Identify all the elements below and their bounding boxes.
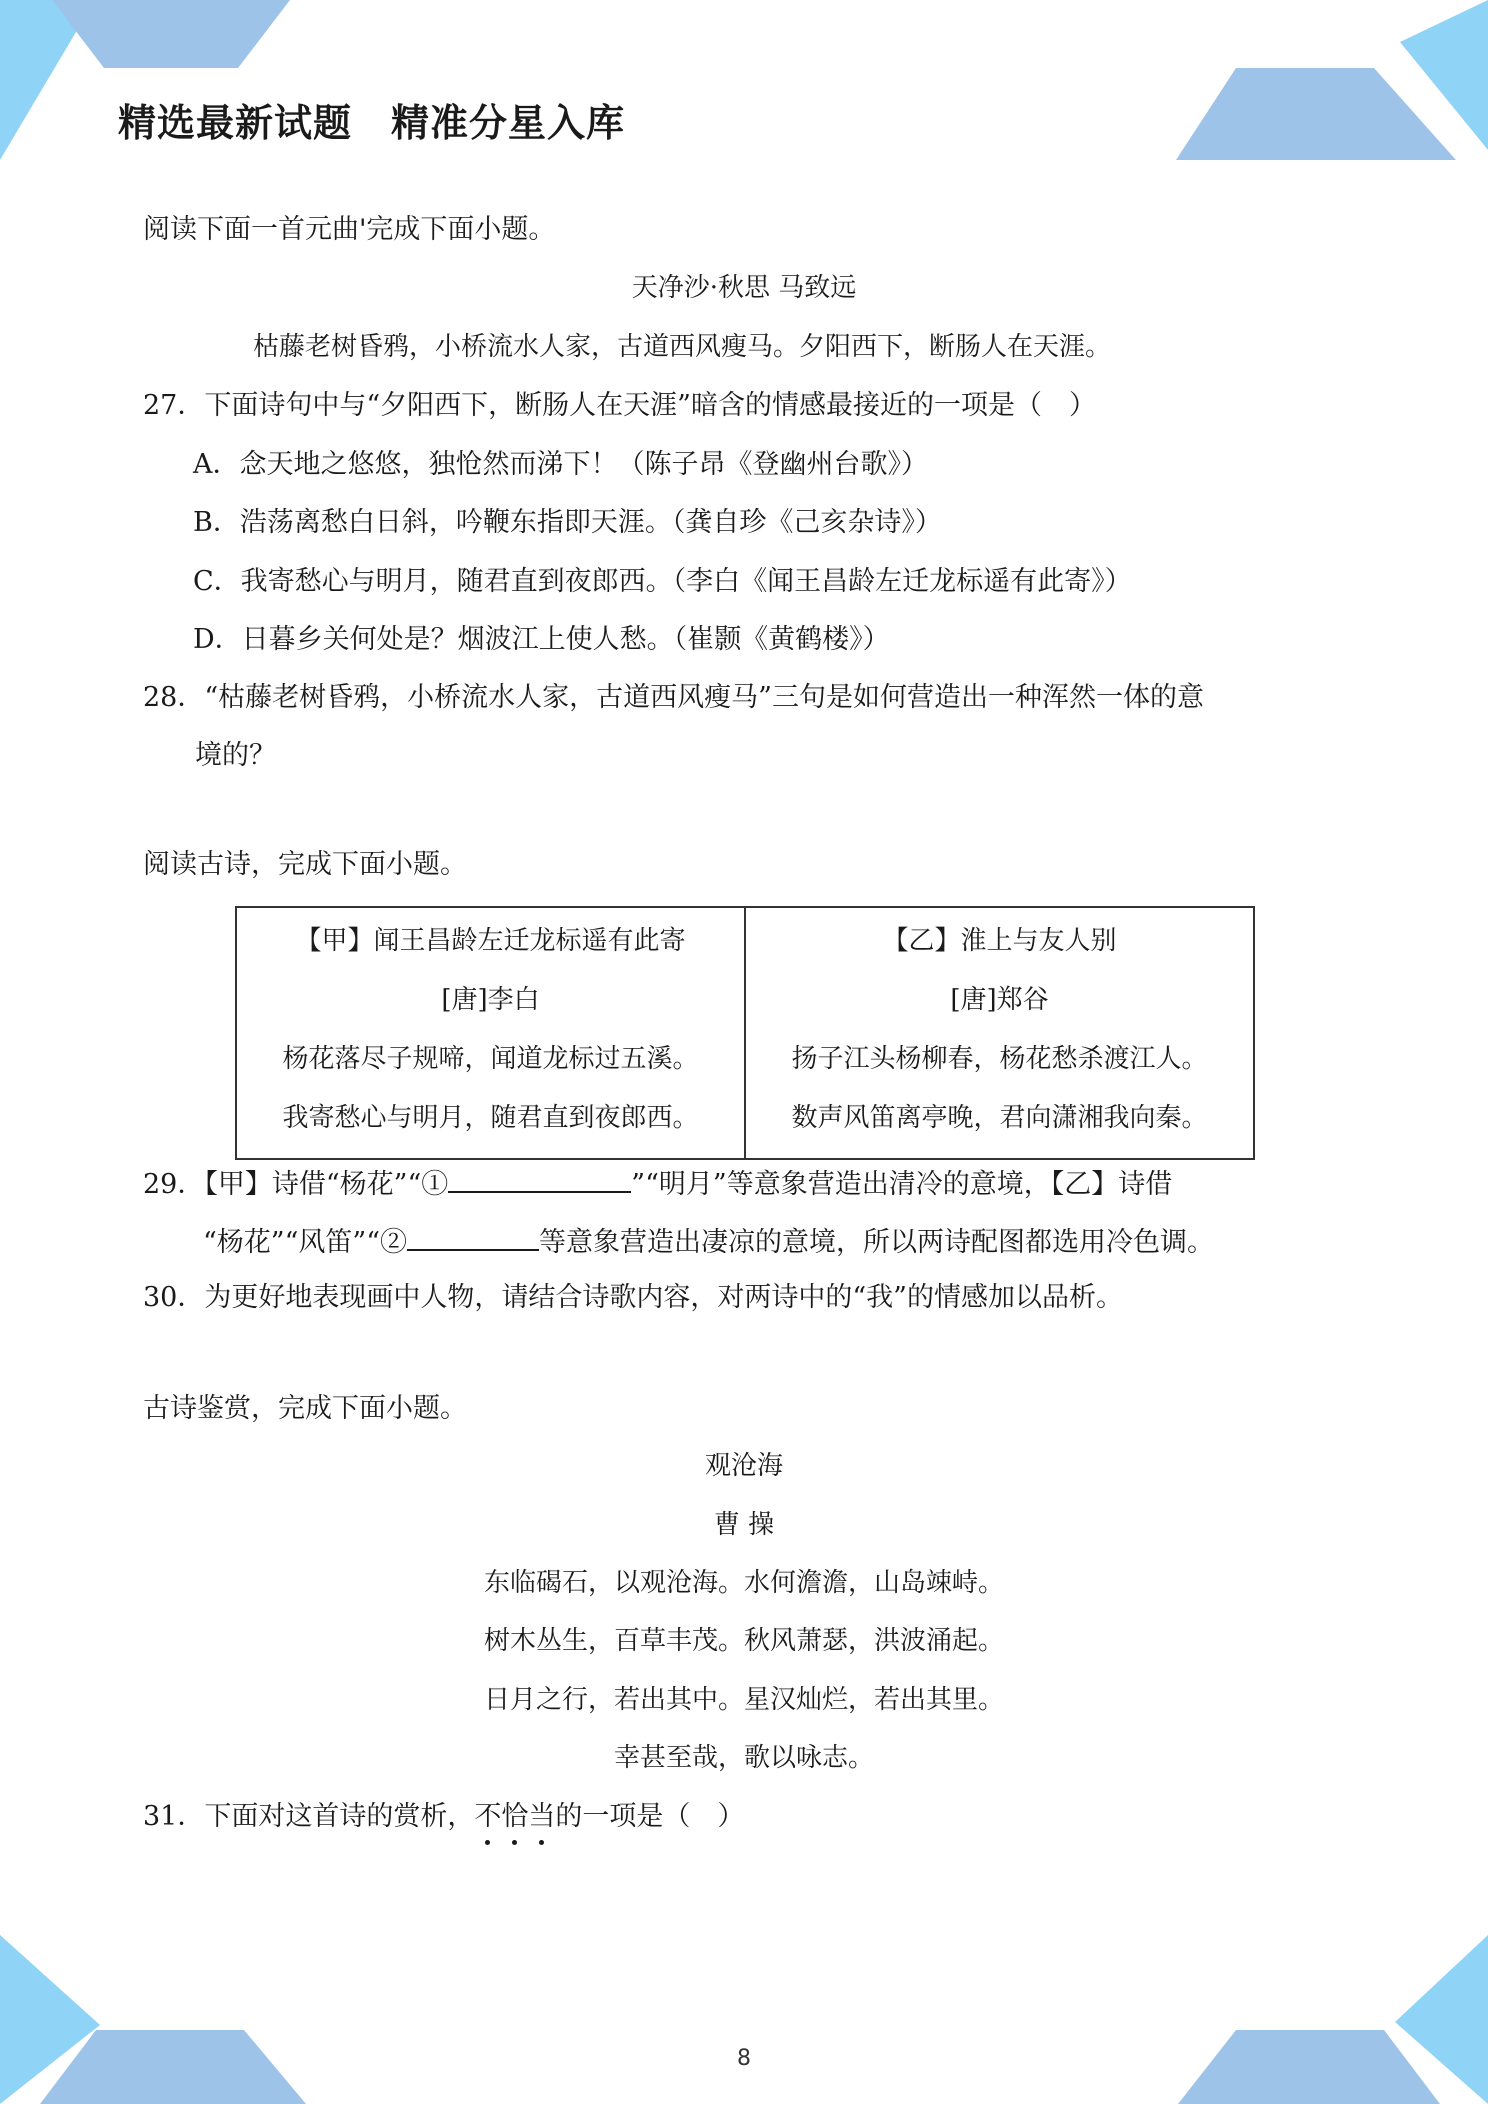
- poem-b-title: 【乙】淮上与友人别: [882, 926, 1117, 956]
- section3-poem-line: 幸甚至哉，歌以咏志。: [613, 1743, 874, 1773]
- poem-b-author: [唐]郑谷: [950, 985, 1049, 1015]
- question-29-line1: [143, 1165, 1172, 1201]
- question-31: [143, 1801, 744, 1833]
- page-number: 8: [737, 2046, 751, 2071]
- deco-triangle-bottom-left: [0, 1935, 100, 2104]
- question-29-part4: 等意象营造出凄凉的意境，所以两诗配图都选用冷色调。: [539, 1227, 1215, 1258]
- question-31-after: 的一项是（ ）: [555, 1801, 745, 1832]
- section3-poem-line: 日月之行，若出其中。星汉灿烂，若出其里。: [483, 1685, 1004, 1715]
- section3-intro: 古诗鉴赏，完成下面小题。: [143, 1393, 467, 1424]
- question-28-line2: 境的？: [195, 740, 276, 771]
- section1-poem-text: 枯藤老树昏鸦，小桥流水人家，古道西风瘦马。夕阳西下，断肠人在天涯。: [253, 332, 1112, 362]
- poem-a-cell: [237, 908, 744, 1158]
- question-31-before: 31．下面对这首诗的赏析，: [143, 1801, 475, 1832]
- question-29-part1: 29．【甲】诗借“杨花”“①: [143, 1169, 449, 1200]
- answer-blank-1[interactable]: [448, 1165, 631, 1193]
- section1-intro: 阅读下面一首元曲'完成下面小题。: [143, 214, 556, 245]
- deco-trapezoid-top-left: [52, 0, 290, 68]
- header-title: 精选最新试题 精准分星入库: [118, 101, 626, 145]
- question-30: 30．为更好地表现画中人物，请结合诗歌内容，对两诗中的“我”的情感加以品析。: [143, 1282, 1123, 1313]
- deco-trapezoid-top-right: [1176, 68, 1456, 160]
- question-28-line1: 28．“枯藤老树昏鸦，小桥流水人家，古道西风瘦马”三句是如何营造出一种浑然一体的意: [143, 682, 1204, 713]
- poem-a-line: 杨花落尽子规啼，闻道龙标过五溪。: [282, 1044, 699, 1074]
- section3-poem-line: 树木丛生，百草丰茂。秋风萧瑟，洪波涌起。: [483, 1626, 1004, 1656]
- question-29-part2: ”“明月”等意象营造出清冷的意境，【乙】诗借: [631, 1169, 1173, 1200]
- poem-a-line: 我寄愁心与明月，随君直到夜郎西。: [282, 1103, 699, 1133]
- question-27-option-c: C．我寄愁心与明月，随君直到夜郎西。（李白《闻王昌龄左迁龙标遥有此寄》）: [193, 566, 1132, 597]
- answer-blank-2[interactable]: [407, 1223, 539, 1251]
- poem-comparison-table: [235, 906, 1255, 1160]
- poem-b-line: 数声风笛离亭晚，君向潇湘我向秦。: [791, 1103, 1208, 1133]
- section1-poem-title: 天净沙·秋思 马致远: [631, 273, 857, 303]
- question-27-option-a: A．念天地之悠悠，独怆然而涕下！（陈子昂《登幽州台歌》）: [193, 449, 928, 480]
- question-29-line2: [203, 1223, 1214, 1259]
- deco-triangle-top-right: [1400, 0, 1488, 150]
- section3-poem-author: 曹 操: [713, 1510, 775, 1540]
- emphasis-char: 不: [474, 1801, 501, 1833]
- emphasis-char: 恰: [501, 1801, 528, 1833]
- poem-b-line: 扬子江头杨柳春，杨花愁杀渡江人。: [791, 1044, 1208, 1074]
- section3-poem-title: 观沧海: [704, 1451, 783, 1481]
- deco-triangle-top-left: [0, 0, 95, 160]
- question-27-option-b: B．浩荡离愁白日斜，吟鞭东指即天涯。（龚自珍《己亥杂诗》）: [193, 507, 942, 538]
- section2-intro: 阅读古诗，完成下面小题。: [143, 849, 467, 880]
- poem-b-cell: [744, 908, 1253, 1158]
- question-27-stem: 27．下面诗句中与“夕阳西下，断肠人在天涯”暗含的情感最接近的一项是（ ）: [143, 390, 1096, 421]
- question-29-part3: “杨花”“风笛”“②: [203, 1227, 408, 1258]
- section3-poem-line: 东临碣石，以观沧海。水何澹澹，山岛竦峙。: [483, 1568, 1004, 1598]
- poem-a-author: [唐]李白: [441, 985, 540, 1015]
- emphasis-char: 当: [528, 1801, 555, 1833]
- deco-triangle-bottom-right: [1395, 1935, 1488, 2104]
- poem-a-title: 【甲】闻王昌龄左迁龙标遥有此寄: [295, 926, 686, 956]
- question-27-option-d: D．日暮乡关何处是？烟波江上使人愁。（崔颢《黄鹤楼》）: [193, 624, 890, 655]
